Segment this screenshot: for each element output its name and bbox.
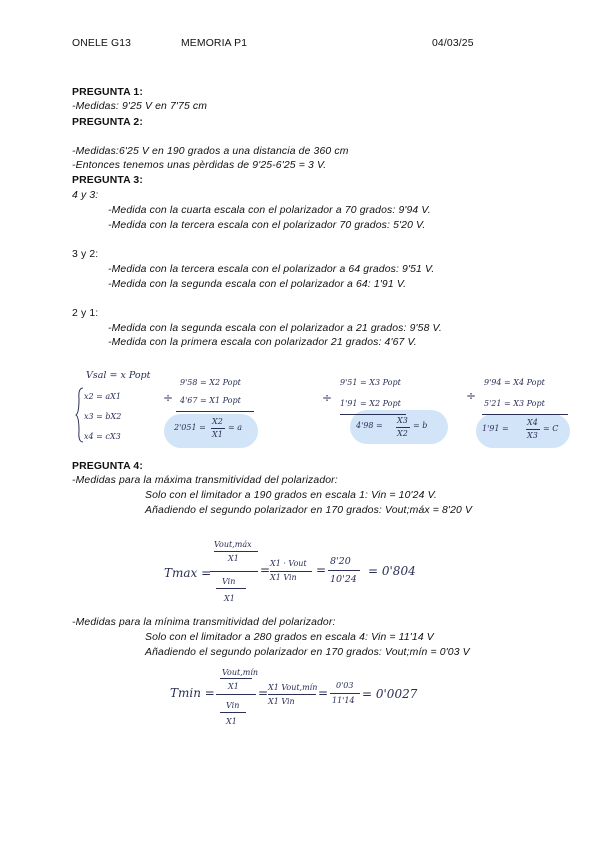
p2-line: -Medidas:6'25 V en 190 grados a una distancia de 360 cm xyxy=(72,146,349,157)
p4-max-intro: -Medidas para la máxima transmitividad del polarizador: xyxy=(72,475,338,486)
fx-eq: = xyxy=(258,686,269,700)
fx-num: X1 Vout,mín xyxy=(268,683,318,692)
p3-line: -Medida con la cuarta escala con el polarizador a 70 grados: 9'94 V. xyxy=(108,205,431,216)
p4-max-line: Añadiendo el segundo polarizador en 170 grados: Vout;máx = 8'20 V xyxy=(145,505,473,516)
fraction-line xyxy=(216,694,256,695)
hw-system-row: x3 = bX2 xyxy=(84,412,122,421)
p2-line: -Entonces tenemos unas pèrdidas de 9'25-6'25 = 3 V. xyxy=(72,160,327,171)
fx-result: = 0'0027 xyxy=(362,687,418,701)
fraction-line xyxy=(482,414,568,415)
hw-operator: ÷ xyxy=(466,389,477,403)
fraction-line xyxy=(268,694,316,695)
header-title: MEMORIA P1 xyxy=(181,38,248,49)
p1-heading: PREGUNTA 1: xyxy=(72,87,143,98)
p3-group-title: 3 y 2: xyxy=(72,249,99,260)
header-group: ONELE G13 xyxy=(72,38,132,49)
hw-frac-num: X2 xyxy=(212,417,223,426)
fx-tmax-lhs: Tmax = xyxy=(164,566,212,580)
hw-frac-den: X1 xyxy=(212,430,223,439)
header-date: 04/03/25 xyxy=(432,38,474,49)
hw-eq: 1'91 = X2 Popt xyxy=(340,399,401,408)
hw-frac-den: X2 xyxy=(397,429,408,438)
p3-line: -Medida con la tercera escala con el polarizador 70 grados: 5'20 V. xyxy=(108,220,426,231)
fx-eq: = xyxy=(316,563,327,577)
p2-heading: PREGUNTA 2: xyxy=(72,117,143,128)
fx-result: = 0'804 xyxy=(368,564,416,578)
p3-line: -Medida con la primera escala con polarizador 21 grados: 4'67 V. xyxy=(108,337,417,348)
p4-min-intro: -Medidas para la mínima transmitividad del polarizador: xyxy=(72,617,336,628)
p1-line: -Medidas: 9'25 V en 7'75 cm xyxy=(72,101,208,112)
fraction-line xyxy=(220,712,246,713)
hw-eq-value: = C xyxy=(543,424,559,433)
hw-frac-den: X3 xyxy=(527,431,538,440)
hw-frac-num: X3 xyxy=(397,416,408,425)
hw-operator: ÷ xyxy=(163,391,174,405)
fraction-line xyxy=(211,428,225,429)
fraction-line xyxy=(330,693,360,694)
p3-group-title: 2 y 1: xyxy=(72,308,99,319)
p3-line: -Medida con la segunda escala con el polarizador a 64: 1'91 V. xyxy=(108,279,407,290)
hw-system-row: x4 = cX3 xyxy=(84,432,121,441)
p3-line: -Medida con la tercera escala con el polarizador a 64 grados: 9'51 V. xyxy=(108,264,435,275)
fx-den: X1 xyxy=(224,594,235,603)
p3-heading: PREGUNTA 3: xyxy=(72,175,143,186)
fx-num: X1 xyxy=(228,554,239,563)
fx-eq: = xyxy=(318,686,329,700)
fraction-line xyxy=(396,427,410,428)
fraction-line xyxy=(176,411,254,412)
fx-den: X1 xyxy=(226,717,237,726)
fx-num: 0'03 xyxy=(336,681,354,690)
fraction-line xyxy=(270,571,312,572)
hw-result: 1'91 = xyxy=(482,424,509,433)
hw-system-top: Vsal = x Popt xyxy=(86,370,151,381)
fx-num: X1 · Vout xyxy=(270,559,307,568)
hw-eq-value: = b xyxy=(413,421,428,430)
fx-eq: = xyxy=(260,563,271,577)
hw-eq: 9'58 = X2 Popt xyxy=(180,378,241,387)
fraction-line xyxy=(216,588,246,589)
fx-num: Vout,máx xyxy=(214,540,252,549)
hw-eq-value: = a xyxy=(228,423,243,432)
p4-min-line: Solo con el limitador a 280 grados en escala 4: Vin = 11'14 V xyxy=(145,632,434,643)
fx-num: Vout,mín xyxy=(222,668,259,677)
fx-den: Vin xyxy=(226,701,240,710)
fraction-line xyxy=(214,551,258,552)
fraction-line xyxy=(210,571,258,572)
hw-eq: 9'51 = X3 Popt xyxy=(340,378,401,387)
fraction-line xyxy=(526,429,540,430)
fx-den: 10'24 xyxy=(330,574,357,585)
fraction-line xyxy=(340,414,406,415)
brace-icon xyxy=(76,387,84,443)
fx-num: 8'20 xyxy=(330,556,351,567)
fraction-line xyxy=(220,678,252,679)
hw-system-row: x2 = aX1 xyxy=(84,392,121,401)
p3-line: -Medida con la segunda escala con el polarizador a 21 grados: 9'58 V. xyxy=(108,323,442,334)
hw-frac-num: X4 xyxy=(527,418,538,427)
p4-min-line: Añadiendo el segundo polarizador en 170 grados: Vout;mín = 0'03 V xyxy=(145,647,470,658)
p4-heading: PREGUNTA 4: xyxy=(72,461,143,472)
hw-eq: 5'21 = X3 Popt xyxy=(484,399,545,408)
p4-max-line: Solo con el limitador a 190 grados en escala 1: Vin = 10'24 V. xyxy=(145,490,437,501)
hw-eq: 9'94 = X4 Popt xyxy=(484,378,545,387)
fx-den: 11'14 xyxy=(332,696,355,705)
fx-den: X1 Vin xyxy=(270,573,297,582)
p3-group-title: 4 y 3: xyxy=(72,190,99,201)
fx-tmin-lhs: Tmin = xyxy=(170,686,215,700)
fx-num: X1 xyxy=(228,682,239,691)
fraction-line xyxy=(328,570,360,571)
hw-result: 4'98 = xyxy=(356,421,383,430)
fx-den: Vin xyxy=(222,577,236,586)
fx-den: X1 Vin xyxy=(268,697,295,706)
hw-operator: ÷ xyxy=(322,391,333,405)
hw-eq: 4'67 = X1 Popt xyxy=(180,396,241,405)
hw-result: 2'051 = xyxy=(174,423,206,432)
